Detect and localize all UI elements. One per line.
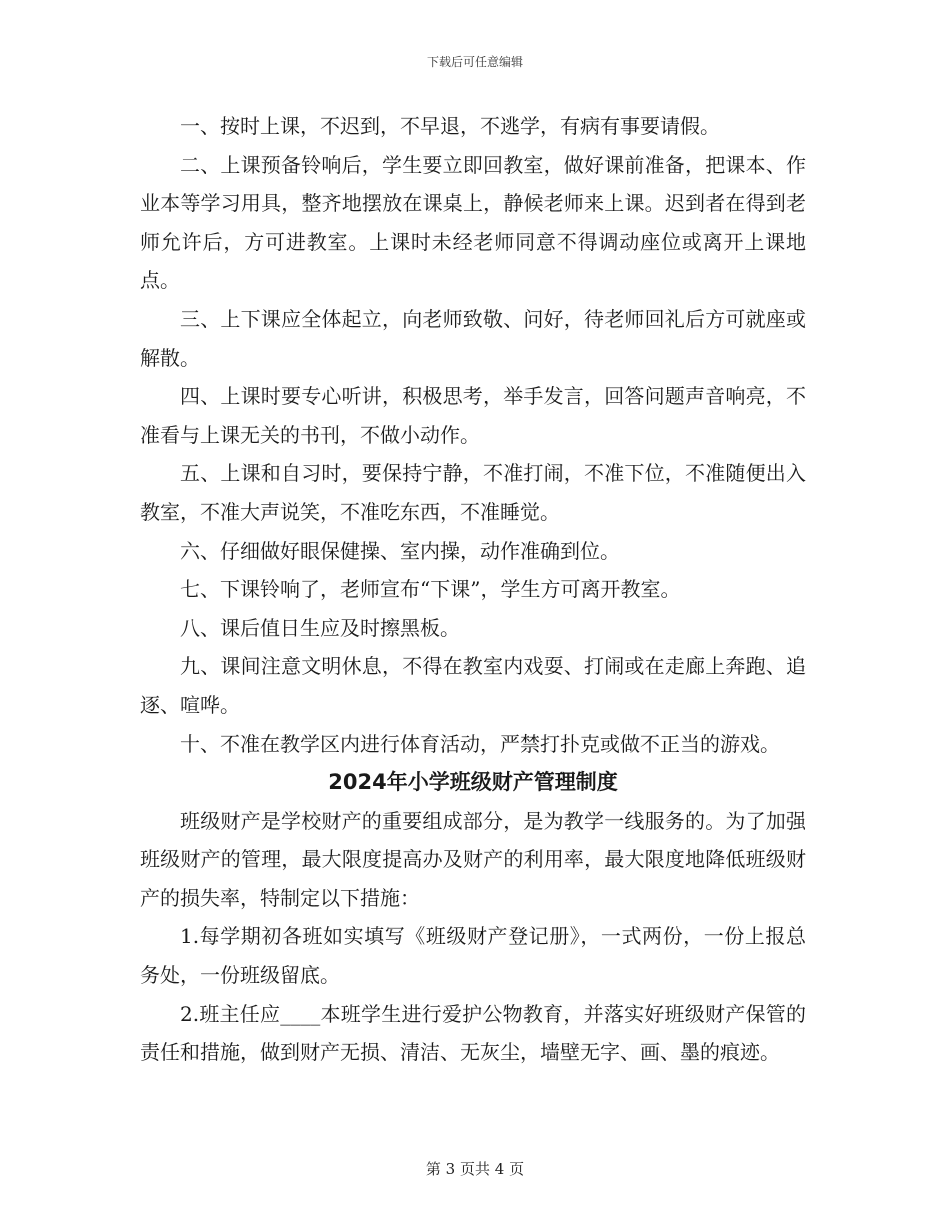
document-body [140,107,806,1072]
rule-4: 四、上课时要专心听讲，积极思考，举手发言，回答问题声音响亮，不准看与上课无关的书刊，不做小动作。 [140,384,806,447]
rule-3: 三、上下课应全体起立，向老师致敬、问好，待老师回礼后方可就座或解散。 [140,306,806,370]
section-item-2: 2.班主任应____本班学生进行爱护公物教育，并落实好班级财产保管的责任和措施，做到财产无损、清洁、无灰尘，墙壁无字、画、墨的痕迹。 [140,1001,806,1065]
page-header-note: 下载后可任意编辑 [426,55,523,69]
rule-2: 二、上课预备铃响后，学生要立即回教室，做好课前准备，把课本、作业本等学习用具，整齐地摆放在课桌上，静候老师来上课。迟到者在得到老师允许后，方可进教室。上课时未经老师同意不得调动座位或离开上课地点。 [140,152,806,293]
rule-5: 五、上课和自习时，要保持宁静，不准打闹，不准下位，不准随便出入教室，不准大声说笑，不准吃东西，不准睡觉。 [140,461,806,524]
rule-7: 七、下课铃响了，老师宣布“下课”，学生方可离开教室。 [180,577,681,602]
rule-9: 九、课间注意文明休息，不得在教室内戏耍、打闹或在走廊上奔跑、追逐、喧哗。 [140,654,806,717]
section-intro: 班级财产是学校财产的重要组成部分，是为教学一线服务的。为了加强班级财产的管理，最大限度提高办及财产的利用率，最大限度地降低班级财产的损失率，特制定以下措施： [140,808,806,910]
page-number: 第 3 页共 4 页 [425,1160,525,1178]
section-title: 2024年小学班级财产管理制度 [328,770,618,795]
rule-6: 六、仔细做好眼保健操、室内操，动作准确到位。 [180,538,620,563]
rule-8: 八、课后值日生应及时擦黑板。 [180,615,460,640]
rule-10: 十、不准在教学区内进行体育活动，严禁打扑克或做不正当的游戏。 [180,731,780,756]
section-item-1: 1.每学期初各班如实填写《班级财产登记册》，一式两份，一份上报总务处，一份班级留底。 [140,924,806,988]
rule-1: 一、按时上课，不迟到，不早退，不逃学，有病有事要请假。 [180,114,720,138]
